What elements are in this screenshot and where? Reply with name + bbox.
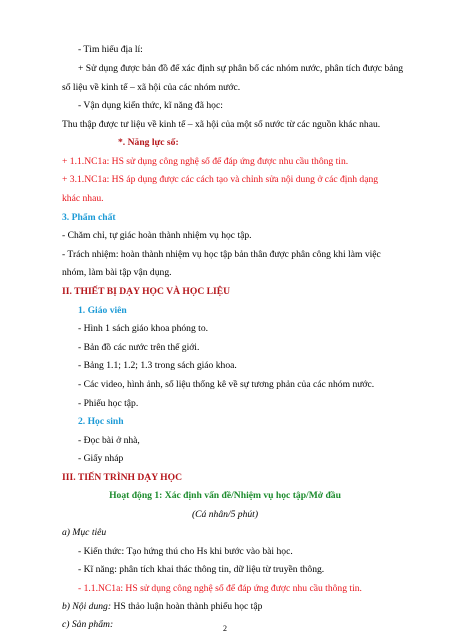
text-line: + 1.1.NC1a: HS sử dụng công nghệ số để đáp ứng được nhu cầu thông tin.	[62, 156, 349, 167]
text-line: - Trách nhiệm: hoàn thành nhiệm vụ học tập bản thân được phân công khi làm việc	[62, 249, 381, 260]
text-line: - Đọc bài ở nhà,	[78, 435, 140, 446]
text-line: - Kiến thức: Tạo hứng thú cho Hs khi bước vào bài học.	[78, 546, 293, 557]
text-line: - Bảng 1.1; 1.2; 1.3 trong sách giáo khoa.	[78, 360, 237, 371]
text-line: a) Mục tiêu	[62, 527, 107, 538]
text-line: - Vận dụng kiến thức, kĩ năng đã học:	[78, 100, 223, 111]
text-line: - 1.1.NC1a: HS sử dụng công nghệ số để đáp ứng được nhu cầu thông tin.	[78, 583, 362, 594]
section-heading: II. THIẾT BỊ DẠY HỌC VÀ HỌC LIỆU	[62, 286, 231, 297]
text: HS thảo luận hoàn thành phiếu học tập	[111, 601, 263, 612]
text-line: số liệu về kinh tế – xã hội của các nhóm nước.	[62, 82, 241, 93]
section-heading: *. Năng lực số:	[118, 137, 179, 148]
text-line: - Tìm hiểu địa lí:	[78, 44, 143, 55]
text-line: - Bản đồ các nước trên thế giới.	[78, 342, 200, 353]
text-line: - Hình 1 sách giáo khoa phóng to.	[78, 323, 209, 334]
activity-subtitle: (Cá nhân/5 phút)	[191, 509, 259, 520]
page-number: 2	[223, 624, 227, 633]
section-heading: III. TIẾN TRÌNH DẠY HỌC	[62, 472, 183, 483]
text-line: - Giấy nháp	[78, 453, 124, 464]
text-line: nhóm, làm bài tập vận dụng.	[62, 267, 172, 278]
text-line	[62, 600, 262, 613]
text-line: - Kĩ năng: phân tích khai thác thông tin, dữ liệu từ truyền thông.	[78, 564, 325, 575]
text-line: + Sử dụng được bản đồ để xác định sự phân bố các nhóm nước, phân tích được bảng	[78, 63, 404, 74]
text-line: + 3.1.NC1a: HS áp dụng được các cách tạo và chỉnh sửa nội dung ở các định dạng	[62, 174, 379, 185]
section-heading: 3. Phẩm chất	[62, 212, 116, 223]
text-line: c) Sản phẩm:	[62, 619, 114, 630]
activity-title: Hoạt động 1: Xác định vấn đề/Nhiệm vụ học tập/Mở đầu	[109, 490, 341, 501]
section-heading: 2. Học sinh	[78, 416, 124, 427]
text-line: - Chăm chỉ, tự giác hoàn thành nhiệm vụ học tập.	[62, 230, 252, 241]
section-heading: 1. Giáo viên	[78, 305, 127, 316]
text-line: - Các video, hình ảnh, số liệu thống kê về sự tương phản của các nhóm nước.	[78, 379, 375, 390]
text-line: khác nhau.	[62, 193, 104, 204]
text-line: - Phiếu học tập.	[78, 398, 139, 409]
label: b) Nội dung:	[62, 601, 112, 612]
text-line: Thu thập được tư liệu về kinh tế – xã hội của một số nước từ các nguồn khác nhau.	[62, 119, 381, 130]
